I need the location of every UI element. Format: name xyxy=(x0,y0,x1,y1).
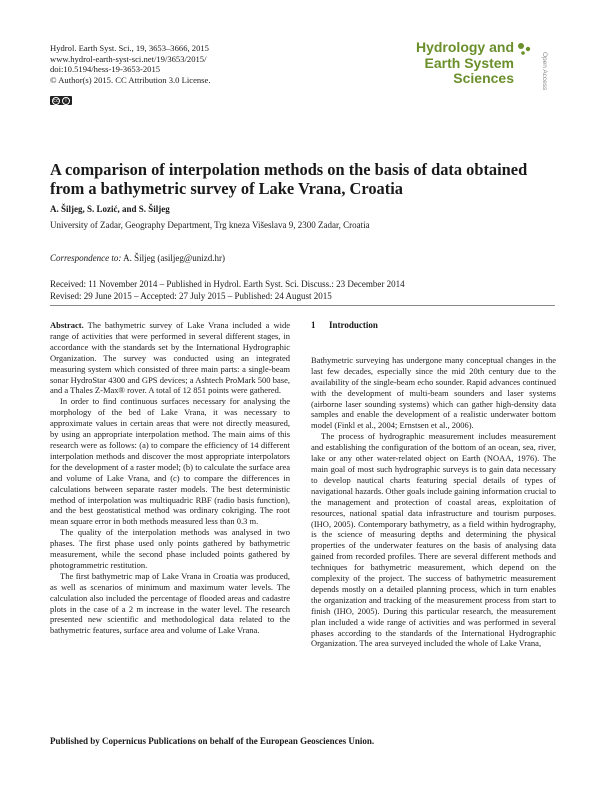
correspondence xyxy=(50,253,225,263)
dates-received: Received: 11 November 2014 – Published in Hydrol. Earth Syst. Sci. Discuss.: 23 December 2014 xyxy=(50,279,405,289)
journal-name-line: Sciences xyxy=(453,70,514,86)
intro-paragraph: Bathymetric surveying has undergone many conceptual changes in the last few decades, especially since the mid 20th century due to the availability of the single-beam echo sounder. Rapid advances continued with the development of multi-beam sounders and laser systems (airborne laser sounding systems) which can gather high-density data samples and enable the development of a realistic underwater bottom model (Finkl et al., 2004; Ernstsen et al., 2006). xyxy=(311,354,556,431)
article-url[interactable]: www.hydrol-earth-syst-sci.net/19/3653/2015/ xyxy=(50,53,207,64)
abstract-paragraph: In order to find continuous surfaces necessary for analysing the morphology of the bed of Lake Vrana, it was necessary to approximate values in certain areas that were not directly measured, by using an appropriate interpolation method. The main aims of this research were as follows: (a) to compare the efficiency of 14 different interpolation methods and discover the most appropriate interpolators for the development of a raster model; (b) to calculate the surface area and volume of Lake Vrana, and (c) to compare the differences in calculations between separate raster models. The best deterministic method of interpolation was multiquadric RBF (radio basis function), and the best geostatistical method was ordinary cokriging. The root mean square error in both methods measured less than 0.3 m. xyxy=(50,396,290,527)
logo-dot xyxy=(526,47,530,51)
abstract-label: Abstract. xyxy=(50,320,84,330)
abstract-paragraph: The quality of the interpolation methods was analysed in two phases. The first phase used only points gathered by bathymetric measurement, while the second phase included points gathered by photogrammetric restitution. xyxy=(50,527,290,570)
journal-name-line: Hydrology and xyxy=(415,39,514,55)
journal-citation: Hydrol. Earth Syst. Sci., 19, 3653–3666, 2015 xyxy=(50,43,209,53)
article-doi[interactable]: doi:10.5194/hess-19-3653-2015 xyxy=(50,64,161,75)
section-title: Introduction xyxy=(329,320,378,330)
citation-block xyxy=(50,43,211,85)
affiliation: University of Zadar, Geography Department, Trg kneza Višeslava 9, 2300 Zadar, Croatia xyxy=(50,220,370,230)
creative-commons-icon[interactable]: cc i xyxy=(50,96,72,105)
abstract-text: The bathymetric survey of Lake Vrana included a wide range of activities that were performed in several different stages, in accordance with the standards set by the International Hydrographic Organization. The survey was conducted using an integrated measuring system which consisted of three main parts: a single-beam sonar HydroStar 4300 and GPS devices; a Ashtech ProMark 500 base, and a Thales Z-Max® rover. A total of 12 851 points were gathered. xyxy=(50,320,290,396)
dates-published: Revised: 29 June 2015 – Accepted: 27 July 2015 – Published: 24 August 2015 xyxy=(50,291,332,301)
open-access-logo xyxy=(513,40,553,95)
section-heading xyxy=(311,320,556,331)
abstract-column xyxy=(50,320,290,636)
introduction-column xyxy=(311,320,556,649)
copyright-notice: © Author(s) 2015. CC Attribution 3.0 License. xyxy=(50,74,211,85)
author-list: A. Šiljeg, S. Lozić, and S. Šiljeg xyxy=(50,204,170,214)
header-divider xyxy=(50,305,555,306)
logo-dot xyxy=(521,51,525,55)
publisher-footer: Published by Copernicus Publications on behalf of the European Geosciences Union. xyxy=(50,736,375,746)
open-access-label: Open Access xyxy=(541,52,548,91)
intro-paragraph: The process of hydrographic measurement includes measurement and establishing the configuration of the bottom of an ocean, sea, river, lake or any other water-related object on Earth (NOAA, 1976). The main goal of most such hydrographic surveys is to gain data necessary to develop nautical charts featuring special details of types of navigational hazards. Other goals include gaining information crucial to the management and protection of coastal areas, exploitation of resources, national spatial data infrastructure and tourism purposes. (IHO, 2005). Contemporary bathymetry, as a field within hydrography, is the science of measuring depths and determining the physical properties of the underwater features on the basis of analysing data gained from recorded profiles. There are several different methods and techniques for bathymetric measurement, which depend on the complexity of the project. The success of bathymetric measurement depends mostly on a detailed planning process, which in turn enables the organization and tracking of the measurement process from start to finish (IHO, 2005). During this particular research, the measurement plan included a wide range of activities and was performed in several phases according to the standards of the International Hydrographic Organization. The area surveyed included the whole of Lake Vrana, xyxy=(311,431,556,649)
journal-name-line: Earth System xyxy=(424,54,514,71)
correspondence-contact[interactable]: A. Šiljeg (asiljeg@unizd.hr) xyxy=(123,253,225,263)
abstract-paragraph xyxy=(50,320,290,396)
paper-title: A comparison of interpolation methods on the basis of data obtained from a bathymetric survey of Lake Vrana, Croatia xyxy=(50,160,528,198)
logo-dot xyxy=(518,43,524,49)
abstract-paragraph: The first bathymetric map of Lake Vrana in Croatia was produced, as well as scenarios of minimum and maximum water levels. The calculation also included the percentage of flooded areas and cadastre plots in the case of a 2 m increase in the water level. The research presented new scientific and methodological data related to the bathymetric features, surface area and volume of Lake Vrana. xyxy=(50,570,290,636)
publication-dates xyxy=(50,278,405,302)
journal-name xyxy=(414,40,514,87)
section-number: 1 xyxy=(311,320,316,330)
correspondence-label: Correspondence to: xyxy=(50,253,122,263)
